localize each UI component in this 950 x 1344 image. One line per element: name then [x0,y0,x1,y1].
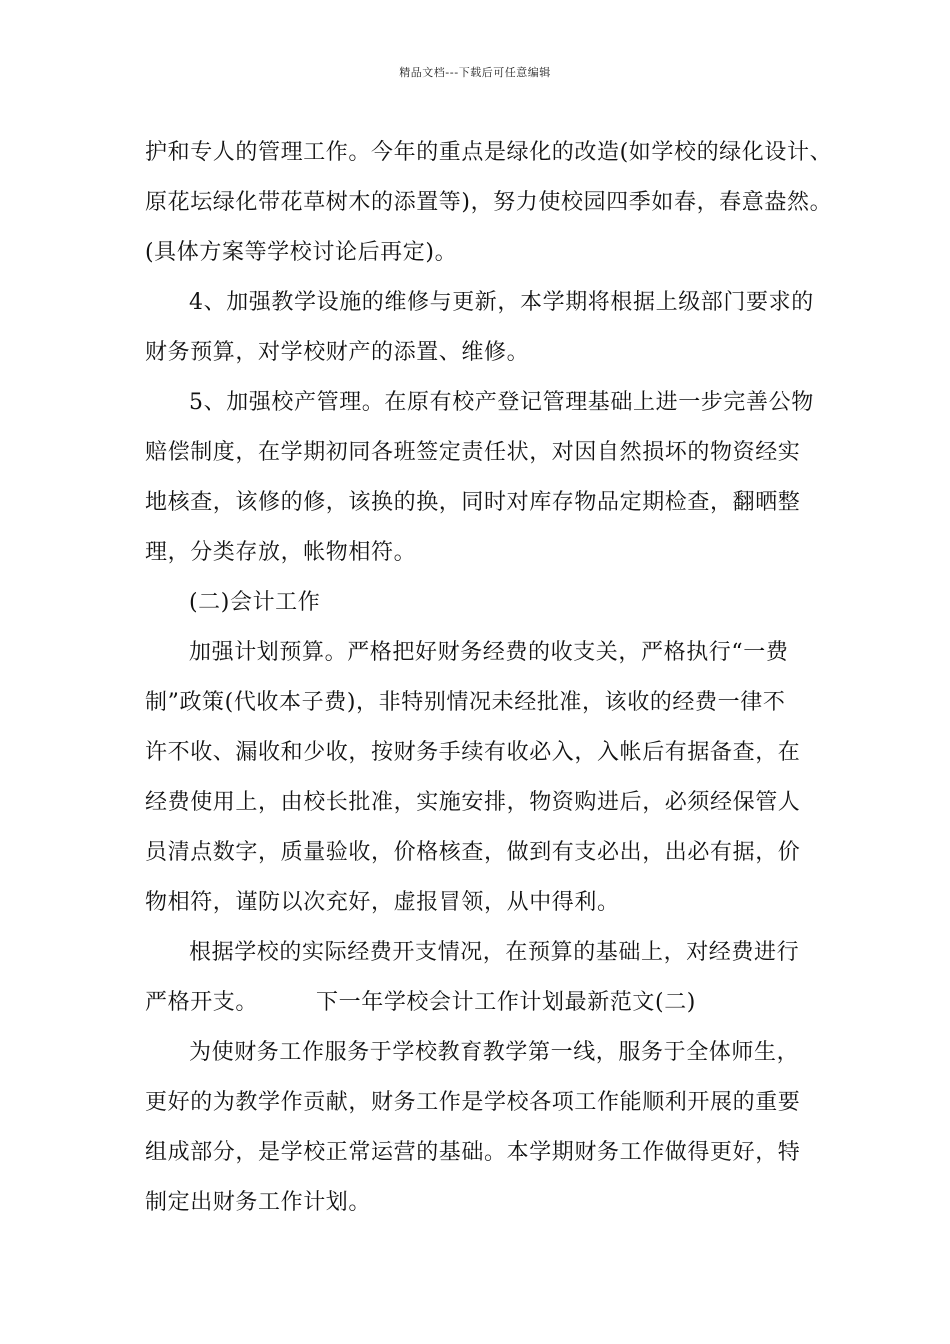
text-line: 物相符，谨防以次充好，虚报冒领，从中得利。 [145,890,620,915]
text-line: (具体方案等学校讨论后再定)。 [145,240,458,265]
text-line: 许不收、漏收和少收，按财务手续有收必入，入帐后有据备查，在 [145,740,801,765]
text-line: 赔偿制度，在学期初同各班签定责任状，对因自然损坏的物资经实 [145,440,801,465]
text-line: 财务预算，对学校财产的添置、维修。 [145,340,530,365]
article-title: 下一年学校会计工作计划最新范文(二) [316,990,696,1015]
text-line: 原花坛绿化带花草树木的添置等)，努力使校园四季如春，春意盎然。 [145,190,833,215]
text-line: 组成部分，是学校正常运营的基础。本学期财务工作做得更好，特 [145,1140,801,1165]
text-line: 加强计划预算。严格把好财务经费的收支关，严格执行“一费 [189,640,789,665]
text-line: 根据学校的实际经费开支情况，在预算的基础上，对经费进行 [189,940,800,965]
page-header: 精品文档---下载后可任意编辑 [399,66,551,79]
section-heading: (二)会计工作 [189,590,321,615]
text-line: 5、加强校产管理。在原有校产登记管理基础上进一步完善公物 [189,390,814,415]
text-line: 制定出财务工作计划。 [145,1190,372,1215]
text-line: 更好的为教学作贡献，财务工作是学校各项工作能顺利开展的重要 [145,1090,801,1115]
text-line: 理，分类存放，帐物相符。 [145,540,417,565]
text-line-with-title [145,978,810,1028]
text-line: 护和专人的管理工作。今年的重点是绿化的改造(如学校的绿化设计、 [145,140,833,165]
text-line: 经费使用上，由校长批准，实施安排，物资购进后，必须经保管人 [145,790,801,815]
text-line: 员清点数字，质量验收，价格核查，做到有支必出，出必有据，价 [145,840,801,865]
document-body [145,128,833,1228]
text-line: 4、加强教学设施的维修与更新，本学期将根据上级部门要求的 [189,290,814,315]
text-line: 地核查，该修的修，该换的换，同时对库存物品定期检查，翻晒整 [145,490,801,515]
text-line: 为使财务工作服务于学校教育教学第一线，服务于全体师生， [189,1040,800,1065]
text-fragment: 严格开支。 [145,990,259,1015]
text-line: 制”政策(代收本子费)，非特别情况未经批准，该收的经费一律不 [145,690,786,715]
